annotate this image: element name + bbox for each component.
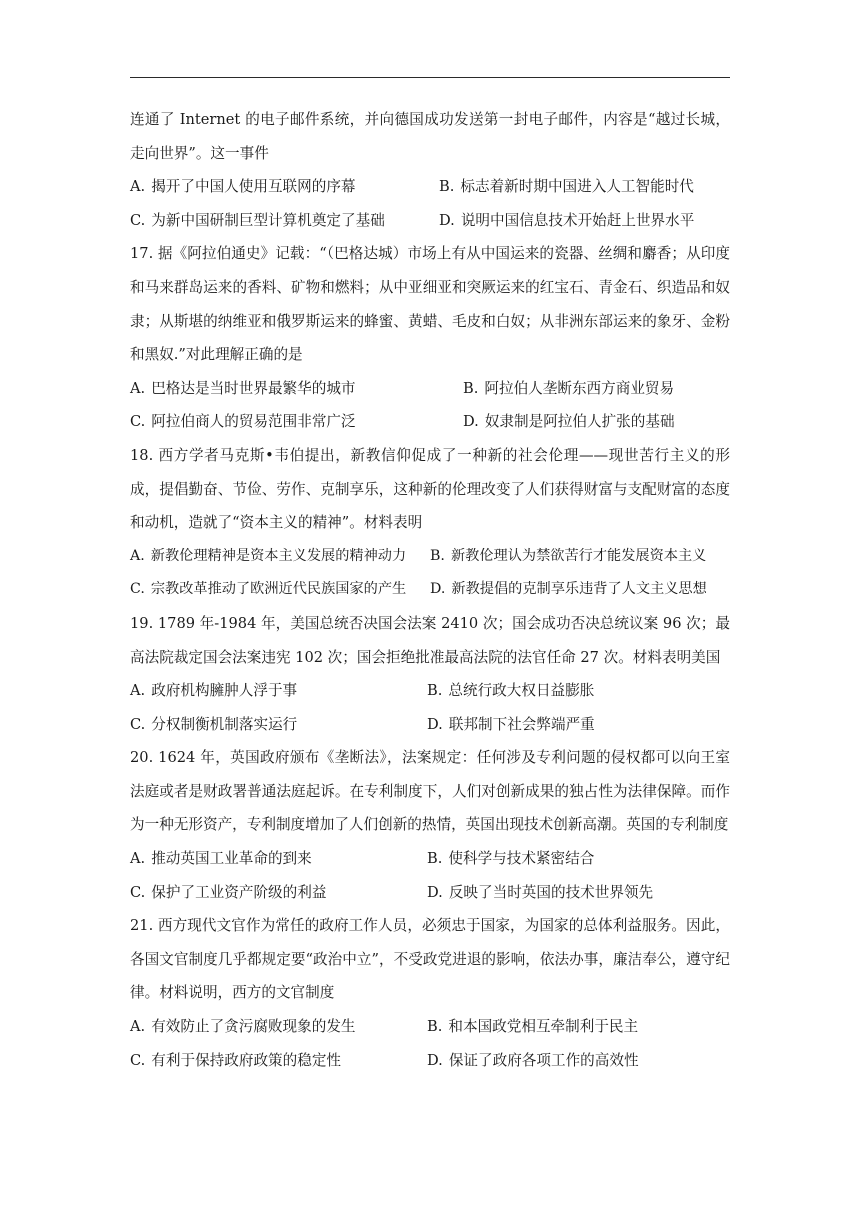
- option-text: 保护了工业资产阶级的利益: [151, 883, 327, 901]
- option-a[interactable]: [130, 540, 430, 574]
- option-text: 标志着新时期中国进入人工智能时代: [460, 178, 694, 196]
- option-b[interactable]: [427, 674, 730, 708]
- option-letter: D.: [439, 211, 455, 229]
- option-text: 新教伦理认为禁欲苦行才能发展资本主义: [450, 547, 707, 564]
- question-18: [130, 439, 730, 607]
- option-c[interactable]: [130, 405, 463, 439]
- option-a[interactable]: [130, 674, 427, 708]
- question-stem: 连通了 Internet 的电子邮件系统，并向德国成功发送第一封电子邮件，内容是“越过长城，走向世界”。这一事件: [130, 111, 730, 162]
- option-d[interactable]: [427, 1044, 730, 1078]
- option-c[interactable]: [130, 573, 430, 607]
- question-16: [130, 103, 730, 237]
- question-list: [130, 103, 730, 1077]
- option-text: 新教提倡的克制享乐违背了人文主义思想: [451, 581, 707, 598]
- option-text: 新教伦理精神是资本主义发展的精神动力: [150, 547, 407, 564]
- option-d[interactable]: [427, 876, 730, 910]
- option-letter: B.: [463, 379, 479, 397]
- option-c[interactable]: [130, 204, 439, 238]
- option-text: 联邦制下社会弊端严重: [448, 715, 595, 733]
- option-list: [130, 372, 730, 439]
- option-letter: C.: [130, 211, 146, 229]
- option-a[interactable]: [130, 170, 439, 204]
- option-list: [130, 540, 730, 607]
- option-letter: C.: [130, 883, 146, 901]
- option-letter: D.: [427, 1051, 443, 1069]
- question-17: [130, 237, 730, 439]
- option-a[interactable]: [130, 372, 463, 406]
- option-d[interactable]: [430, 573, 730, 607]
- option-letter: C.: [130, 413, 146, 431]
- option-text: 保证了政府各项工作的高效性: [448, 1051, 639, 1069]
- question-stem: 20. 1624 年，英国政府颁布《垄断法》，法案规定：任何涉及专利问题的侵权都可以向王室法庭或者是财政署普通法庭起诉。在专利制度下，人们对创新成果的独占性为法律保障。而作为一种无形资产，专利制度增加了人们创新的热情，英国出现技术创新高潮。英国的专利制度: [130, 749, 730, 834]
- option-b[interactable]: [427, 842, 730, 876]
- option-text: 巴格达是当时世界最繁华的城市: [151, 379, 356, 397]
- option-text: 政府机构臃肿人浮于事: [151, 682, 298, 700]
- option-c[interactable]: [130, 1044, 427, 1078]
- option-d[interactable]: [427, 708, 730, 742]
- option-text: 阿拉伯人垄断东西方商业贸易: [484, 379, 675, 397]
- option-list: [130, 170, 730, 237]
- option-letter: B.: [430, 547, 445, 564]
- option-text: 阿拉伯商人的贸易范围非常广泛: [151, 413, 356, 431]
- option-letter: B.: [439, 178, 455, 196]
- option-letter: A.: [130, 379, 146, 397]
- option-letter: D.: [427, 715, 443, 733]
- option-letter: B.: [427, 682, 443, 700]
- option-text: 使科学与技术紧密结合: [448, 850, 595, 868]
- option-letter: A.: [130, 850, 146, 868]
- option-b[interactable]: [427, 1010, 730, 1044]
- option-c[interactable]: [130, 876, 427, 910]
- option-letter: C.: [130, 715, 146, 733]
- option-text: 推动英国工业革命的到来: [151, 850, 312, 868]
- option-b[interactable]: [463, 372, 730, 406]
- option-b[interactable]: [430, 540, 730, 574]
- option-letter: A.: [130, 682, 146, 700]
- option-a[interactable]: [130, 842, 427, 876]
- option-letter: D.: [430, 581, 446, 598]
- option-d[interactable]: [463, 405, 730, 439]
- option-letter: B.: [427, 850, 443, 868]
- option-text: 有利于保持政府政策的稳定性: [151, 1051, 342, 1069]
- option-list: [130, 842, 730, 909]
- option-text: 总统行政大权日益膨胀: [448, 682, 595, 700]
- option-letter: A.: [130, 547, 145, 564]
- option-text: 和本国政党相互牵制利于民主: [448, 1018, 639, 1036]
- question-stem: 17. 据《阿拉伯通史》记载：“（巴格达城）市场上有从中国运来的瓷器、丝绸和麝香；从印度和马来群岛运来的香料、矿物和燃料；从中亚细亚和突厥运来的红宝石、青金石、织造品和奴隶；从斯堪的纳维亚和俄罗斯运来的蜂蜜、黄蜡、毛皮和白奴；从非洲东部运来的象牙、金粉和黑奴.”对此理解正确的是: [130, 245, 730, 364]
- option-letter: D.: [463, 413, 479, 431]
- option-text: 为新中国研制巨型计算机奠定了基础: [151, 211, 385, 229]
- option-text: 宗教改革推动了欧洲近代民族国家的产生: [150, 581, 407, 598]
- question-stem: 18. 西方学者马克斯•韦伯提出，新教信仰促成了一种新的社会伦理——现世苦行主义的形成，提倡勤奋、节俭、劳作、克制享乐，这种新的伦理改变了人们获得财富与支配财富的态度和动机，造就了“资本主义的精神”。材料表明: [130, 446, 730, 532]
- question-21: [130, 909, 730, 1077]
- option-c[interactable]: [130, 708, 427, 742]
- option-letter: C.: [130, 1051, 146, 1069]
- header-rule: [130, 77, 730, 78]
- option-list: [130, 674, 730, 741]
- option-text: 说明中国信息技术开始赶上世界水平: [460, 211, 695, 229]
- option-text: 有效防止了贪污腐败现象的发生: [151, 1018, 356, 1036]
- question-20: [130, 741, 730, 909]
- option-d[interactable]: [439, 204, 730, 238]
- option-text: 反映了当时英国的技术世界领先: [448, 883, 654, 901]
- option-letter: B.: [427, 1018, 443, 1036]
- question-19: [130, 607, 730, 741]
- option-text: 奴隶制是阿拉伯人扩张的基础: [484, 413, 675, 431]
- option-b[interactable]: [439, 170, 730, 204]
- option-a[interactable]: [130, 1010, 427, 1044]
- option-text: 分权制衡机制落实运行: [151, 715, 298, 733]
- option-letter: A.: [130, 1018, 146, 1036]
- option-text: 揭开了中国人使用互联网的序幕: [151, 178, 356, 196]
- option-letter: A.: [130, 178, 146, 196]
- option-letter: D.: [427, 883, 443, 901]
- option-letter: C.: [130, 581, 145, 598]
- question-stem: 21. 西方现代文官作为常任的政府工作人员，必须忠于国家，为国家的总体利益服务。因此，各国文官制度几乎都规定要“政治中立”，不受政党进退的影响，依法办事，廉洁奉公，遵守纪律。材料说明，西方的文官制度: [130, 917, 730, 1002]
- question-stem: 19. 1789 年-1984 年，美国总统否决国会法案 2410 次；国会成功否决总统议案 96 次；最高法院裁定国会法案违宪 102 次；国会拒绝批准最高法院的法官任命 27 次。材料表明美国: [130, 614, 730, 666]
- option-list: [130, 1010, 730, 1077]
